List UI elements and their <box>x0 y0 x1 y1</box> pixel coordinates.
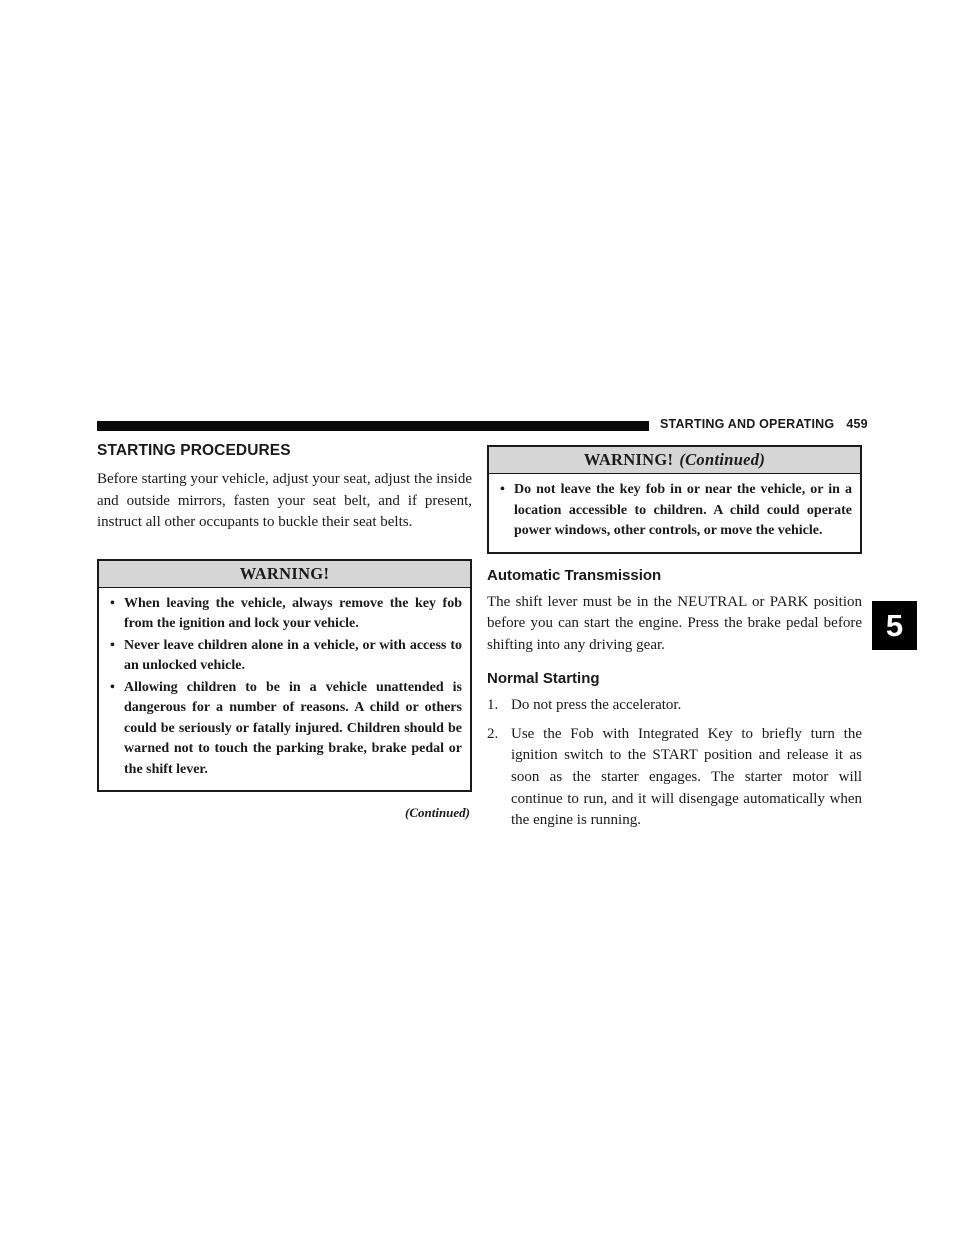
step-number: 2. <box>487 725 499 742</box>
automatic-transmission-heading: Automatic Transmission <box>487 566 662 584</box>
step-number: 1. <box>487 697 499 714</box>
warning-title: WARNING! (Continued) <box>489 447 860 474</box>
right-column <box>487 445 862 839</box>
header-rule <box>97 421 649 431</box>
running-header <box>660 417 868 431</box>
step-text: Do not press the accelerator. <box>511 697 682 714</box>
warning-body <box>99 588 470 791</box>
step-item <box>487 724 862 832</box>
warning-title: WARNING! <box>99 561 470 588</box>
continued-label: (Continued) <box>404 805 470 821</box>
left-column <box>97 442 472 821</box>
page-heading: STARTING PROCEDURES <box>97 442 291 459</box>
warning-box-continued <box>487 445 862 554</box>
intro-paragraph: Before starting your vehicle, adjust your seat, adjust the inside and outside mirrors, fasten your seat belt, and if present, instruct all other occupants to buckle their seat belts. <box>97 471 472 531</box>
warning-box <box>97 559 472 793</box>
warning-item: • Do not leave the key fob in or near the vehicle, or in a location accessible to children. A child could operate power windows, other controls, or move the vehicle. <box>497 480 852 542</box>
normal-starting-heading: Normal Starting <box>487 670 600 688</box>
warning-item: • Never leave children alone in a vehicle, or with access to an unlocked vehicle. <box>107 636 462 677</box>
section-title: STARTING AND OPERATING <box>660 417 835 431</box>
step-item <box>487 695 862 717</box>
automatic-transmission-text: The shift lever must be in the NEUTRAL or PARK position before you can start the engine. Press the brake pedal before shifting into any driving gear. <box>487 593 862 653</box>
step-text: Use the Fob with Integrated Key to briefly turn the ignition switch to the START position and release it as soon as the starter engages. The starter motor will continue to run, and it will disengage automatically when the engine is running. <box>511 725 862 829</box>
warning-item: • When leaving the vehicle, always remove the key fob from the ignition and lock your vehicle. <box>107 594 462 635</box>
page-number: 459 <box>846 417 868 431</box>
warning-item: • Allowing children to be in a vehicle unattended is dangerous for a number of reasons. A child or others could be seriously or fatally injured. Children should be warned not to touch the parking brake, brake pedal or the shift lever. <box>107 678 462 781</box>
warning-continued-label: (Continued) <box>679 450 766 469</box>
chapter-tab: 5 <box>872 601 917 650</box>
warning-body <box>489 474 860 552</box>
